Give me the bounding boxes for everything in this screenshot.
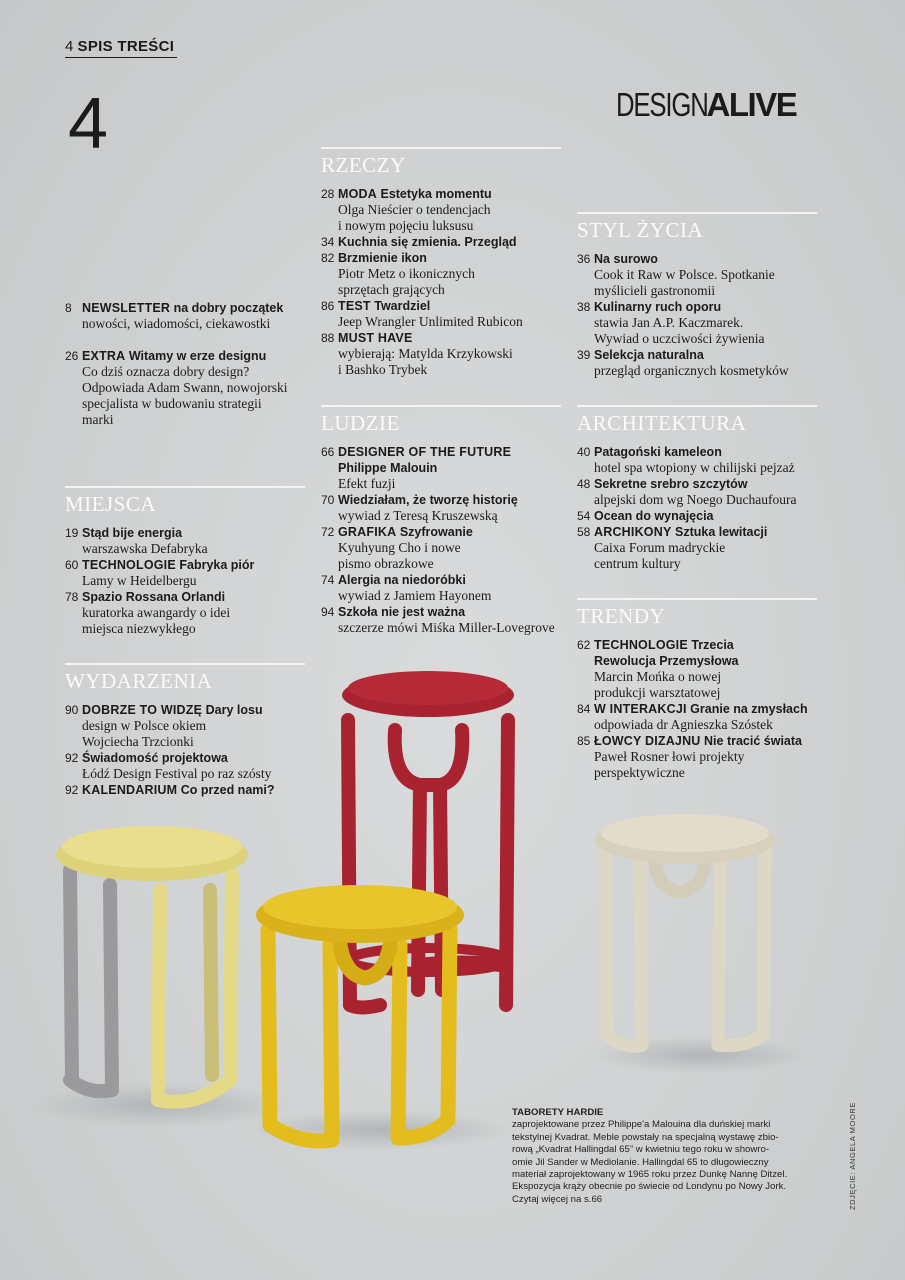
- toc-entry[interactable]: [577, 476, 817, 508]
- entry-title: Estetyka momentu: [380, 187, 492, 201]
- section-title: RZECZY: [321, 153, 406, 177]
- entry-desc: perspektywiczne: [594, 765, 685, 780]
- entry-desc: myślicieli gastronomii: [594, 283, 716, 298]
- section-title: STYL ŻYCIA: [577, 218, 704, 242]
- toc-entry[interactable]: [577, 733, 817, 781]
- entry-title: Patagoński kameleon: [594, 445, 722, 459]
- toc-entry[interactable]: [321, 524, 561, 572]
- entry-desc: wybierają: Matylda Krzykowski: [338, 346, 513, 361]
- entry-desc: przegląd organicznych kosmetyków: [594, 363, 789, 378]
- entry-keyword: MUST HAVE: [338, 331, 413, 345]
- toc-entry[interactable]: [321, 250, 561, 298]
- entry-title: Świadomość projektowa: [82, 751, 228, 765]
- entry-page: 92: [65, 783, 79, 797]
- toc-section-architektura: [577, 405, 817, 572]
- toc-entry[interactable]: [65, 702, 305, 750]
- logo-part-alive: ALIVE: [706, 86, 797, 123]
- entry-desc: hotel spa wtopiony w chilijski pejzaż: [594, 460, 795, 475]
- toc-intro: [65, 300, 305, 428]
- toc-entry[interactable]: [321, 298, 561, 330]
- entry-desc: kuratorka awangardy o idei: [82, 605, 231, 620]
- entry-keyword: DESIGNER OF THE FUTURE: [338, 445, 512, 459]
- entry-desc: i Bashko Trybek: [338, 362, 428, 377]
- toc-entry[interactable]: [65, 348, 305, 428]
- grey-yellow-stool: [70, 870, 232, 1102]
- entry-desc: marki: [82, 412, 114, 427]
- entry-desc: alpejski dom wg Noego Duchaufoura: [594, 492, 797, 507]
- entry-title: Spazio Rossana Orlandi: [82, 590, 226, 604]
- entry-page: 28: [321, 187, 335, 201]
- entry-desc: Marcin Mońka o nowej: [594, 669, 722, 684]
- entry-page: 40: [577, 445, 591, 459]
- entry-desc: specjalista w budowaniu strategii: [82, 396, 262, 411]
- entry-desc: Caixa Forum madryckie: [594, 540, 726, 555]
- toc-entry[interactable]: [577, 701, 817, 733]
- entry-page: 72: [321, 525, 335, 539]
- entry-desc: design w Polsce okiem: [82, 718, 207, 733]
- entry-keyword: TECHNOLOGIE: [594, 638, 688, 652]
- section-title: WYDARZENIA: [65, 669, 213, 693]
- toc-section-rzeczy: [321, 147, 561, 378]
- entry-title: na dobry początek: [173, 301, 284, 315]
- entry-desc: Łódź Design Festival po raz szósty: [82, 766, 272, 781]
- entry-title: Nie tracić świata: [704, 734, 802, 748]
- toc-entry[interactable]: [577, 508, 817, 524]
- entry-page: 60: [65, 558, 79, 572]
- entry-desc: produkcji warsztatowej: [594, 685, 721, 700]
- toc-section-styl-zycia: [577, 212, 817, 379]
- entry-page: 85: [577, 734, 591, 748]
- entry-desc: stawia Jan A.P. Kaczmarek.: [594, 315, 744, 330]
- red-stool: [348, 720, 508, 1008]
- toc-entry[interactable]: [321, 492, 561, 524]
- entry-page: 94: [321, 605, 335, 619]
- entry-keyword: KALENDARIUM: [82, 783, 178, 797]
- toc-section-ludzie: [321, 405, 561, 636]
- toc-entry[interactable]: [321, 234, 561, 250]
- entry-title: Ocean do wynajęcia: [594, 509, 714, 523]
- entry-page: 90: [65, 703, 79, 717]
- entry-page: 54: [577, 509, 591, 523]
- logo-part-design: DESIGN: [616, 86, 708, 123]
- entry-title: Selekcja naturalna: [594, 348, 704, 362]
- entry-page: 84: [577, 702, 591, 716]
- toc-entry[interactable]: [65, 557, 305, 589]
- entry-page: 26: [65, 349, 79, 363]
- section-title: LUDZIE: [321, 411, 400, 435]
- entry-desc: Co dziś oznacza dobry design?: [82, 364, 250, 379]
- issue-number: 4: [68, 84, 109, 164]
- entry-keyword: TECHNOLOGIE: [82, 558, 176, 572]
- toc-entry[interactable]: [65, 782, 305, 798]
- entry-desc: nowości, wiadomości, ciekawostki: [82, 316, 271, 331]
- entry-keyword: ŁOWCY DIZAJNU: [594, 734, 701, 748]
- toc-section-miejsca: [65, 486, 305, 637]
- caption-line: omie Jil Sander w Mediolanie. Hallingdal 65 to długowieczny: [512, 1156, 769, 1168]
- entry-page: 74: [321, 573, 335, 587]
- header-section-title: SPIS TREŚCI: [77, 38, 175, 55]
- cream-stool-seat: [601, 814, 769, 852]
- entry-keyword: ARCHIKONY: [594, 525, 672, 539]
- entry-title: Dary losu: [205, 703, 263, 717]
- toc-entry[interactable]: [577, 444, 817, 476]
- entry-title: Rewolucja Przemysłowa: [594, 654, 739, 668]
- header-page-number: 4: [65, 38, 74, 55]
- entry-title: Kulinarny ruch oporu: [594, 300, 722, 314]
- toc-entry[interactable]: [321, 604, 561, 636]
- entry-keyword: MODA: [338, 187, 377, 201]
- entry-desc: i nowym pojęciu luksusu: [338, 218, 474, 233]
- entry-desc: Jeep Wrangler Unlimited Rubicon: [338, 314, 523, 329]
- section-title: ARCHITEKTURA: [577, 411, 747, 435]
- red-stool-seat: [348, 671, 508, 705]
- entry-title: Granie na zmysłach: [690, 702, 808, 716]
- entry-page: 62: [577, 638, 591, 652]
- toc-section-wydarzenia: [65, 663, 305, 798]
- entry-title: Twardziel: [374, 299, 431, 313]
- entry-title: Kuchnia się zmienia. Przegląd: [338, 235, 517, 249]
- entry-desc: wywiad z Jamiem Hayonem: [338, 588, 492, 603]
- caption-line: Czytaj więcej na s.66: [512, 1193, 603, 1205]
- toc-entry[interactable]: [321, 572, 561, 604]
- toc-entry[interactable]: [321, 186, 561, 234]
- entry-desc: Kyuhyung Cho i nowe: [338, 540, 461, 555]
- caption-line: Ekspozycja krąży obecnie po świecie od Londynu po Nowy Jork.: [512, 1181, 787, 1193]
- caption-line: materiał zaprojektowany w 1965 roku przez Dunkę Nannę Ditzel.: [512, 1169, 788, 1181]
- entry-page: 88: [321, 331, 335, 345]
- entry-desc: pismo obrazkowe: [338, 556, 434, 571]
- entry-keyword: GRAFIKA: [338, 525, 397, 539]
- toc-entry[interactable]: [321, 444, 561, 492]
- entry-title: Stąd bije energia: [82, 526, 183, 540]
- entry-page: 34: [321, 235, 335, 249]
- entry-page: 36: [577, 252, 591, 266]
- toc-entry[interactable]: [321, 330, 561, 378]
- caption-line: zaprojektowane przez Philippe'a Malouina dla duńskiej marki: [512, 1119, 771, 1131]
- entry-page: 8: [65, 301, 72, 315]
- entry-desc: Wojciecha Trzcionki: [82, 734, 194, 749]
- entry-title: Na surowo: [594, 252, 658, 266]
- entry-keyword: DOBRZE TO WIDZĘ: [82, 703, 203, 717]
- entry-desc: Cook it Raw w Polsce. Spotkanie: [594, 267, 775, 282]
- yellow-stool-seat: [263, 885, 457, 929]
- entry-desc: Odpowiada Adam Swann, nowojorski: [82, 380, 288, 395]
- entry-title: Co przed nami?: [180, 783, 275, 797]
- entry-page: 78: [65, 590, 79, 604]
- toc-entry[interactable]: [65, 750, 305, 782]
- entry-title: Witamy w erze designu: [128, 349, 267, 363]
- entry-title: Trzecia: [691, 638, 734, 652]
- section-title: TRENDY: [577, 604, 666, 628]
- toc-entry[interactable]: [577, 251, 817, 299]
- entry-title: Brzmienie ikon: [338, 251, 427, 265]
- entry-keyword: EXTRA: [82, 349, 126, 363]
- entry-keyword: TEST: [338, 299, 371, 313]
- section-title: MIEJSCA: [65, 492, 157, 516]
- entry-desc: Piotr Metz o ikonicznych: [338, 266, 475, 281]
- entry-desc: sprzętach grających: [338, 282, 445, 297]
- toc-entry[interactable]: [577, 524, 817, 572]
- entry-desc: miejsca niezwykłego: [82, 621, 196, 636]
- photo-caption: [512, 1107, 812, 1206]
- entry-keyword: NEWSLETTER: [82, 301, 171, 315]
- cream-stool: [605, 850, 765, 1046]
- header-underline: [65, 57, 177, 58]
- entry-desc: Wywiad o uczciwości żywienia: [594, 331, 765, 346]
- section-rule: [577, 405, 817, 407]
- entry-page: 58: [577, 525, 591, 539]
- entry-title: Wiedziałam, że tworzę historię: [338, 493, 518, 507]
- section-rule: [321, 147, 561, 149]
- grey-yellow-stool-seat: [62, 826, 242, 868]
- entry-desc: Olga Nieścier o tendencjach: [338, 202, 491, 217]
- entry-desc: szczerze mówi Miśka Miller-Lovegrove: [338, 620, 555, 635]
- entry-page: 82: [321, 251, 335, 265]
- page-header: [65, 38, 174, 55]
- entry-page: 66: [321, 445, 335, 459]
- entry-page: 86: [321, 299, 335, 313]
- entry-desc: wywiad z Teresą Kruszewską: [338, 508, 498, 523]
- entry-desc: Lamy w Heidelbergu: [82, 573, 197, 588]
- caption-title: TABORETY HARDIE: [512, 1107, 604, 1118]
- entry-desc: centrum kultury: [594, 556, 681, 571]
- entry-title: Philippe Malouin: [338, 461, 438, 475]
- designalive-logo: [616, 88, 796, 121]
- entry-desc: odpowiada dr Agnieszka Szóstek: [594, 717, 773, 732]
- entry-desc: Efekt fuzji: [338, 476, 396, 491]
- section-rule: [577, 212, 817, 214]
- caption-line: tekstylnej Kvadrat. Meble powstały na specjalną wystawę zbio-: [512, 1131, 779, 1143]
- toc-entry[interactable]: [577, 347, 817, 379]
- entry-page: 39: [577, 348, 591, 362]
- entry-page: 92: [65, 751, 79, 765]
- entry-title: Szkoła nie jest ważna: [338, 605, 466, 619]
- photo-credit: ZDJĘCIE: ANGELA MOORE: [848, 1102, 857, 1211]
- entry-page: 19: [65, 526, 79, 540]
- toc-entry[interactable]: [65, 300, 305, 332]
- entry-desc: Paweł Rosner łowi projekty: [594, 749, 745, 764]
- entry-title: Alergia na niedoróbki: [338, 573, 466, 587]
- entry-page: 48: [577, 477, 591, 491]
- toc-section-trendy: [577, 598, 817, 781]
- section-rule: [321, 405, 561, 407]
- entry-page: 38: [577, 300, 591, 314]
- entry-title: Szyfrowanie: [399, 525, 473, 539]
- entry-desc: warszawska Defabryka: [82, 541, 208, 556]
- entry-title: Fabryka piór: [179, 558, 255, 572]
- section-rule: [65, 663, 305, 665]
- entry-page: 70: [321, 493, 335, 507]
- toc-entry[interactable]: [577, 299, 817, 347]
- toc-entry[interactable]: [65, 589, 305, 637]
- toc-entry[interactable]: [577, 637, 817, 701]
- entry-keyword: W INTERAKCJI: [594, 702, 687, 716]
- caption-line: rową „Kvadrat Hallingdal 65” w kwietniu tego roku w showro-: [512, 1144, 770, 1156]
- section-rule: [65, 486, 305, 488]
- toc-entry[interactable]: [65, 525, 305, 557]
- section-rule: [577, 598, 817, 600]
- entry-title: Sztuka lewitacji: [674, 525, 768, 539]
- entry-title: Sekretne srebro szczytów: [594, 477, 748, 491]
